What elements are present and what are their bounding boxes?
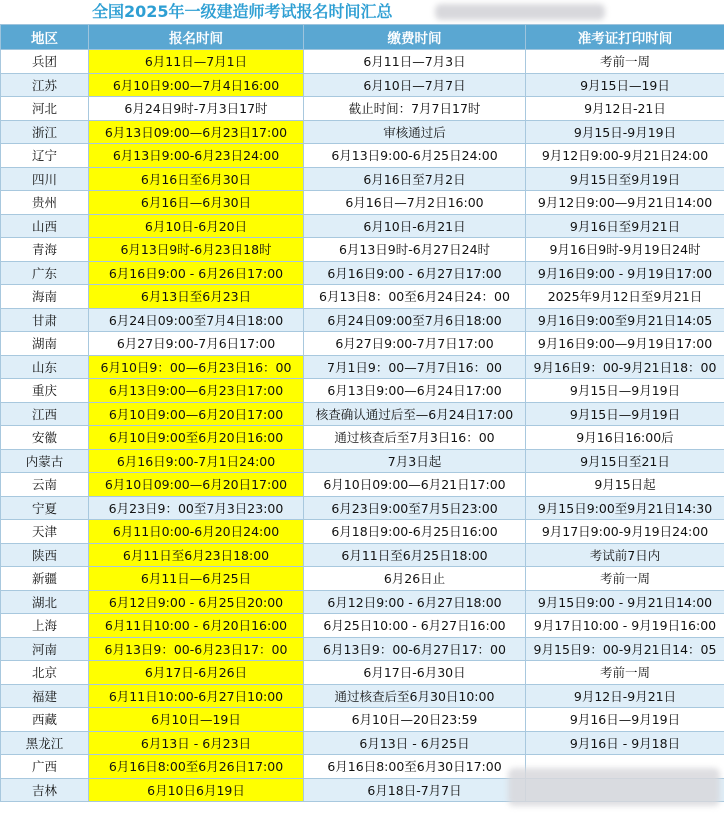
table-row xyxy=(1,379,724,403)
cell-registration-time: 6月13日9时-6月23日18时 xyxy=(89,238,304,262)
cell-registration-time: 6月16日至6月30日 xyxy=(89,167,304,191)
table-row xyxy=(1,97,724,121)
cell-registration-time: 6月11日至6月23日18:00 xyxy=(89,543,304,567)
cell-registration-time: 6月12日9:00 - 6月25日20:00 xyxy=(89,590,304,614)
cell-registration-time: 6月10日9:00至6月20日16:00 xyxy=(89,426,304,450)
cell-payment-time: 6月26日止 xyxy=(304,567,526,591)
cell-registration-time: 6月10日9：00—6月23日16：00 xyxy=(89,355,304,379)
table-row xyxy=(1,355,724,379)
cell-admission-print-time: 9月16日9：00-9月21日18：00 xyxy=(526,355,724,379)
cell-payment-time: 6月10日-6月21日 xyxy=(304,214,526,238)
cell-region: 宁夏 xyxy=(1,496,89,520)
cell-payment-time: 6月25日10:00 - 6月27日16:00 xyxy=(304,614,526,638)
cell-payment-time: 6月10日09:00—6月21日17:00 xyxy=(304,473,526,497)
cell-region: 新疆 xyxy=(1,567,89,591)
table-row xyxy=(1,50,724,74)
header-payment-time: 缴费时间 xyxy=(304,25,526,50)
table-row xyxy=(1,567,724,591)
cell-registration-time: 6月10日9:00—6月20日17:00 xyxy=(89,402,304,426)
table-row xyxy=(1,637,724,661)
table-row xyxy=(1,73,724,97)
cell-region: 北京 xyxy=(1,661,89,685)
cell-registration-time: 6月10日—19日 xyxy=(89,708,304,732)
cell-region: 黑龙江 xyxy=(1,731,89,755)
cell-admission-print-time: 9月12日-21日 xyxy=(526,97,724,121)
cell-region: 上海 xyxy=(1,614,89,638)
header-registration-time: 报名时间 xyxy=(89,25,304,50)
cell-admission-print-time: 9月15日至21日 xyxy=(526,449,724,473)
cell-region: 河南 xyxy=(1,637,89,661)
cell-registration-time: 6月10日09:00—6月20日17:00 xyxy=(89,473,304,497)
cell-registration-time: 6月17日-6月26日 xyxy=(89,661,304,685)
cell-region: 辽宁 xyxy=(1,144,89,168)
table-row xyxy=(1,144,724,168)
table-row xyxy=(1,402,724,426)
table-row xyxy=(1,520,724,544)
cell-registration-time: 6月27日9:00-7月6日17:00 xyxy=(89,332,304,356)
table-row xyxy=(1,449,724,473)
cell-admission-print-time: 9月17日10:00 - 9月19日16:00 xyxy=(526,614,724,638)
cell-admission-print-time: 考试前7日内 xyxy=(526,543,724,567)
cell-payment-time: 6月18日9:00-6月25日16:00 xyxy=(304,520,526,544)
cell-region: 吉林 xyxy=(1,778,89,802)
cell-registration-time: 6月11日10:00 - 6月20日16:00 xyxy=(89,614,304,638)
table-row xyxy=(1,261,724,285)
cell-registration-time: 6月13日9:00—6月23日17:00 xyxy=(89,379,304,403)
cell-registration-time: 6月24日9时-7月3日17时 xyxy=(89,97,304,121)
cell-region: 陕西 xyxy=(1,543,89,567)
cell-registration-time: 6月16日8:00至6月26日17:00 xyxy=(89,755,304,779)
cell-region: 湖北 xyxy=(1,590,89,614)
cell-registration-time: 6月11日10:00-6月27日10:00 xyxy=(89,684,304,708)
cell-admission-print-time: 9月17日9:00-9月19日24:00 xyxy=(526,520,724,544)
table-row xyxy=(1,426,724,450)
cell-admission-print-time: 9月15日—9月19日 xyxy=(526,402,724,426)
cell-region: 海南 xyxy=(1,285,89,309)
cell-admission-print-time: 考前一周 xyxy=(526,661,724,685)
cell-registration-time: 6月11日0:00-6月20日24:00 xyxy=(89,520,304,544)
table-row xyxy=(1,191,724,215)
cell-payment-time: 审核通过后 xyxy=(304,120,526,144)
cell-payment-time: 通过核查后至7月3日16：00 xyxy=(304,426,526,450)
cell-registration-time: 6月11日—7月1日 xyxy=(89,50,304,74)
cell-payment-time: 6月16日至7月2日 xyxy=(304,167,526,191)
cell-admission-print-time: 9月16日—9月19日 xyxy=(526,708,724,732)
cell-region: 山西 xyxy=(1,214,89,238)
table-row xyxy=(1,332,724,356)
cell-payment-time: 6月27日9:00-7月7日17:00 xyxy=(304,332,526,356)
table-row xyxy=(1,614,724,638)
cell-admission-print-time: 9月12日9:00—9月21日14:00 xyxy=(526,191,724,215)
cell-payment-time: 6月16日8:00至6月30日17:00 xyxy=(304,755,526,779)
cell-registration-time: 6月13日9:00-6月23日24:00 xyxy=(89,144,304,168)
cell-registration-time: 6月10日9:00—7月4日16:00 xyxy=(89,73,304,97)
blurred-watermark-bottom xyxy=(508,768,720,806)
cell-region: 重庆 xyxy=(1,379,89,403)
table-row xyxy=(1,590,724,614)
table-row xyxy=(1,308,724,332)
cell-region: 青海 xyxy=(1,238,89,262)
cell-payment-time: 6月13日 - 6月25日 xyxy=(304,731,526,755)
cell-region: 浙江 xyxy=(1,120,89,144)
table-row xyxy=(1,167,724,191)
cell-region: 福建 xyxy=(1,684,89,708)
cell-registration-time: 6月13日至6月23日 xyxy=(89,285,304,309)
cell-admission-print-time: 9月16日9:00 - 9月19日17:00 xyxy=(526,261,724,285)
cell-admission-print-time: 9月15日-9月19日 xyxy=(526,120,724,144)
table-row xyxy=(1,120,724,144)
cell-region: 江西 xyxy=(1,402,89,426)
cell-payment-time: 6月10日—7月7日 xyxy=(304,73,526,97)
table-row xyxy=(1,543,724,567)
cell-payment-time: 6月16日9:00 - 6月27日17:00 xyxy=(304,261,526,285)
table-row xyxy=(1,238,724,262)
cell-region: 广东 xyxy=(1,261,89,285)
cell-registration-time: 6月11日—6月25日 xyxy=(89,567,304,591)
table-header-row xyxy=(1,25,724,50)
cell-registration-time: 6月13日09:00—6月23日17:00 xyxy=(89,120,304,144)
cell-payment-time: 6月10日—20日23:59 xyxy=(304,708,526,732)
cell-admission-print-time: 9月12日-9月21日 xyxy=(526,684,724,708)
cell-payment-time: 6月13日9:00—6月24日17:00 xyxy=(304,379,526,403)
cell-payment-time: 6月16日—7月2日16:00 xyxy=(304,191,526,215)
cell-registration-time: 6月16日9:00 - 6月26日17:00 xyxy=(89,261,304,285)
cell-admission-print-time: 9月12日9:00-9月21日24:00 xyxy=(526,144,724,168)
cell-payment-time: 6月18日-7月7日 xyxy=(304,778,526,802)
cell-region: 天津 xyxy=(1,520,89,544)
cell-admission-print-time: 9月16日至9月21日 xyxy=(526,214,724,238)
cell-payment-time: 6月17日-6月30日 xyxy=(304,661,526,685)
cell-region: 河北 xyxy=(1,97,89,121)
table-row xyxy=(1,496,724,520)
cell-region: 甘肃 xyxy=(1,308,89,332)
header-region: 地区 xyxy=(1,25,89,50)
cell-payment-time: 7月3日起 xyxy=(304,449,526,473)
cell-payment-time: 7月1日9：00—7月7日16：00 xyxy=(304,355,526,379)
cell-registration-time: 6月13日9：00-6月23日17：00 xyxy=(89,637,304,661)
cell-registration-time: 6月23日9：00至7月3日23:00 xyxy=(89,496,304,520)
table-row xyxy=(1,214,724,238)
schedule-table xyxy=(0,24,724,802)
table-row xyxy=(1,708,724,732)
cell-region: 西藏 xyxy=(1,708,89,732)
cell-registration-time: 6月24日09:00至7月4日18:00 xyxy=(89,308,304,332)
table-row xyxy=(1,684,724,708)
cell-region: 安徽 xyxy=(1,426,89,450)
cell-payment-time: 6月12日9:00 - 6月27日18:00 xyxy=(304,590,526,614)
cell-registration-time: 6月10日-6月20日 xyxy=(89,214,304,238)
title-bar xyxy=(0,0,724,24)
cell-payment-time: 6月24日09:00至7月6日18:00 xyxy=(304,308,526,332)
cell-region: 江苏 xyxy=(1,73,89,97)
table-row xyxy=(1,661,724,685)
cell-region: 贵州 xyxy=(1,191,89,215)
cell-payment-time: 6月11日—7月3日 xyxy=(304,50,526,74)
blurred-watermark-top xyxy=(435,4,605,20)
cell-admission-print-time: 9月16日16:00后 xyxy=(526,426,724,450)
cell-admission-print-time: 9月16日9时-9月19日24时 xyxy=(526,238,724,262)
cell-admission-print-time: 9月15日9:00至9月21日14:30 xyxy=(526,496,724,520)
cell-payment-time: 6月11日至6月25日18:00 xyxy=(304,543,526,567)
header-admission-print-time: 准考证打印时间 xyxy=(526,25,724,50)
cell-registration-time: 6月10日6月19日 xyxy=(89,778,304,802)
cell-region: 广西 xyxy=(1,755,89,779)
cell-payment-time: 6月13日9时-6月27日24时 xyxy=(304,238,526,262)
cell-registration-time: 6月13日 - 6月23日 xyxy=(89,731,304,755)
cell-admission-print-time: 2025年9月12日至9月21日 xyxy=(526,285,724,309)
cell-payment-time: 6月13日9：00-6月27日17：00 xyxy=(304,637,526,661)
cell-region: 山东 xyxy=(1,355,89,379)
cell-payment-time: 通过核查后至6月30日10:00 xyxy=(304,684,526,708)
cell-admission-print-time: 考前一周 xyxy=(526,567,724,591)
cell-admission-print-time: 9月15日9:00 - 9月21日14:00 xyxy=(526,590,724,614)
cell-payment-time: 核查确认通过后至—6月24日17:00 xyxy=(304,402,526,426)
cell-admission-print-time: 考前一周 xyxy=(526,50,724,74)
page-title: 全国2025年一级建造师考试报名时间汇总 xyxy=(92,2,393,21)
cell-registration-time: 6月16日9:00-7月1日24:00 xyxy=(89,449,304,473)
table-row xyxy=(1,473,724,497)
cell-payment-time: 6月13日9:00-6月25日24:00 xyxy=(304,144,526,168)
cell-region: 内蒙古 xyxy=(1,449,89,473)
cell-region: 云南 xyxy=(1,473,89,497)
cell-admission-print-time: 9月15日—19日 xyxy=(526,73,724,97)
cell-admission-print-time: 9月15日起 xyxy=(526,473,724,497)
table-row xyxy=(1,285,724,309)
cell-admission-print-time: 9月15日—9月19日 xyxy=(526,379,724,403)
cell-payment-time: 6月13日8：00至6月24日24：00 xyxy=(304,285,526,309)
cell-admission-print-time: 9月15日9：00-9月21日14：05 xyxy=(526,637,724,661)
cell-registration-time: 6月16日—6月30日 xyxy=(89,191,304,215)
cell-payment-time: 6月23日9:00至7月5日23:00 xyxy=(304,496,526,520)
cell-admission-print-time: 9月15日至9月19日 xyxy=(526,167,724,191)
cell-admission-print-time: 9月16日9:00—9月19日17:00 xyxy=(526,332,724,356)
cell-payment-time: 截止时间：7月7日17时 xyxy=(304,97,526,121)
cell-admission-print-time: 9月16日9:00至9月21日14:05 xyxy=(526,308,724,332)
cell-region: 四川 xyxy=(1,167,89,191)
cell-admission-print-time: 9月16日 - 9月18日 xyxy=(526,731,724,755)
table-body xyxy=(1,50,724,802)
cell-region: 兵团 xyxy=(1,50,89,74)
cell-region: 湖南 xyxy=(1,332,89,356)
table-row xyxy=(1,731,724,755)
